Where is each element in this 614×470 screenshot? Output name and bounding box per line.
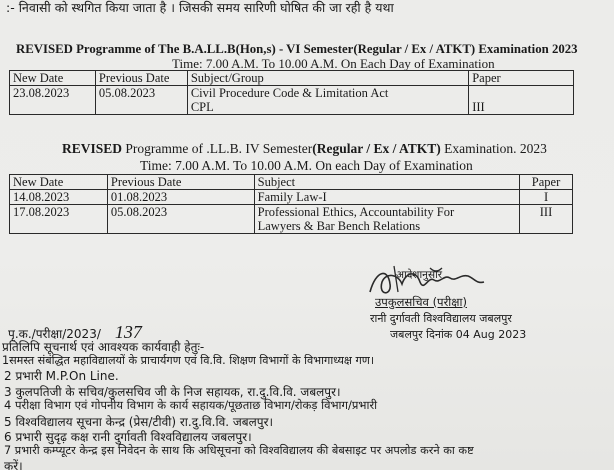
paper-cell: III: [469, 86, 574, 115]
subject-cell: Civil Procedure Code & Limitation Act CPL: [187, 86, 468, 115]
designation-text: उपकुलसचिव (परीक्षा): [375, 295, 467, 309]
table-row: [10, 190, 573, 205]
section2-heading: REVISED Programme of .LL.B. IV Semester(Regular / Ex / ATKT) Examination. 2023: [62, 141, 547, 156]
previous-date-cell: 05.08.2023: [107, 205, 254, 234]
distribution-item: 3 कुलपतिजी के सचिव/कुलसचिव जी के निज सहायक, रा.दु.वि.वि. जबलपुर।: [4, 385, 341, 399]
section2-table: [9, 174, 573, 234]
section2-time: Time: 7.00 A.M. To 10.00 A.M. On each Day of Examination: [140, 158, 473, 173]
header-subject: Subject: [254, 175, 519, 190]
section1-heading: REVISED Programme of The B.A.LL.B(Hon,s) - VI Semester(Regular / Ex / ATKT) Examination 2023: [16, 42, 578, 56]
distribution-item: 1समस्त संबंद्धित महाविद्यालयों के प्राचार्यगण एवं वि.वि. शिक्षण विभागों के विभागाध्यक्ष गण।: [2, 354, 375, 367]
university-text: रानी दुर्गावती विश्वविद्यालय जबलपुर: [370, 312, 512, 325]
reference-line: पृ.क./परीक्षा/2023/ 137: [8, 322, 142, 342]
header-previous-date: Previous Date: [107, 175, 254, 190]
distribution-item: 5 विश्वविद्यालय सूचना केन्द्र (प्रेस/टीवी) रा.दु.वि.वि. जबलपुर।: [4, 415, 274, 429]
distribution-item: 6 प्रभारी सुदृढ़ कक्ष रानी दुर्गावती विश्वविद्यालय जबलपुर।: [4, 430, 252, 444]
distribution-item: 2 प्रभारी M.P.On Line.: [4, 369, 119, 383]
header-new-date: New Date: [10, 175, 108, 190]
paper-cell: I: [520, 190, 573, 205]
new-date-cell: 14.08.2023: [10, 190, 108, 205]
subject-cell: Professional Ethics, Accountability For Lawyers & Bar Bench Relations: [254, 205, 519, 234]
by-order-text: आदेशानुसार: [396, 269, 443, 281]
previous-date-cell: 05.08.2023: [95, 86, 187, 115]
section1-time: Time: 7.00 A.M. To 10.00 A.M. On Each Day of Examination: [172, 56, 495, 71]
top-hindi-line: :- निवासी को स्थगित किया जाता है । जिसकी समय सारिणी घोषित की जा रही है यथा: [6, 0, 394, 15]
subject-cell: Family Law-I: [254, 190, 519, 205]
header-paper: Paper: [520, 175, 573, 190]
new-date-cell: 23.08.2023: [10, 86, 96, 115]
table-header-row: [10, 71, 574, 86]
section1-table: [9, 70, 574, 115]
table-row: [10, 86, 574, 115]
distribution-item: करें।: [4, 459, 23, 470]
table-row: [10, 205, 573, 234]
new-date-cell: 17.08.2023: [10, 205, 108, 234]
distribution-item: 4 परीक्षा विभाग एवं गोपनीय विभाग के कार्य सहायक/पूछताछ विभाग/रोकड़ विभाग/प्रभारी: [4, 398, 378, 412]
header-paper: Paper: [469, 71, 574, 86]
header-new-date: New Date: [10, 71, 96, 86]
header-previous-date: Previous Date: [95, 71, 187, 86]
place-date-text: जबलपुर दिनांक 04 Aug 2023: [390, 328, 527, 341]
paper-cell: III: [520, 205, 573, 234]
previous-date-cell: 01.08.2023: [107, 190, 254, 205]
copy-line: प्रतिलिपि सूचनार्थ एवं आवश्यक कार्यवाही हेतुः-: [2, 340, 205, 354]
header-subject: Subject/Group: [187, 71, 468, 86]
distribution-item: 7 प्रभारी कम्प्यूटर केन्द्र इस निवेदन के साथ कि अधिसूचना को विश्वविद्यालय की बेबसाइट पर अपलोड करने का कष्ट: [4, 444, 474, 457]
table-header-row: [10, 175, 573, 190]
